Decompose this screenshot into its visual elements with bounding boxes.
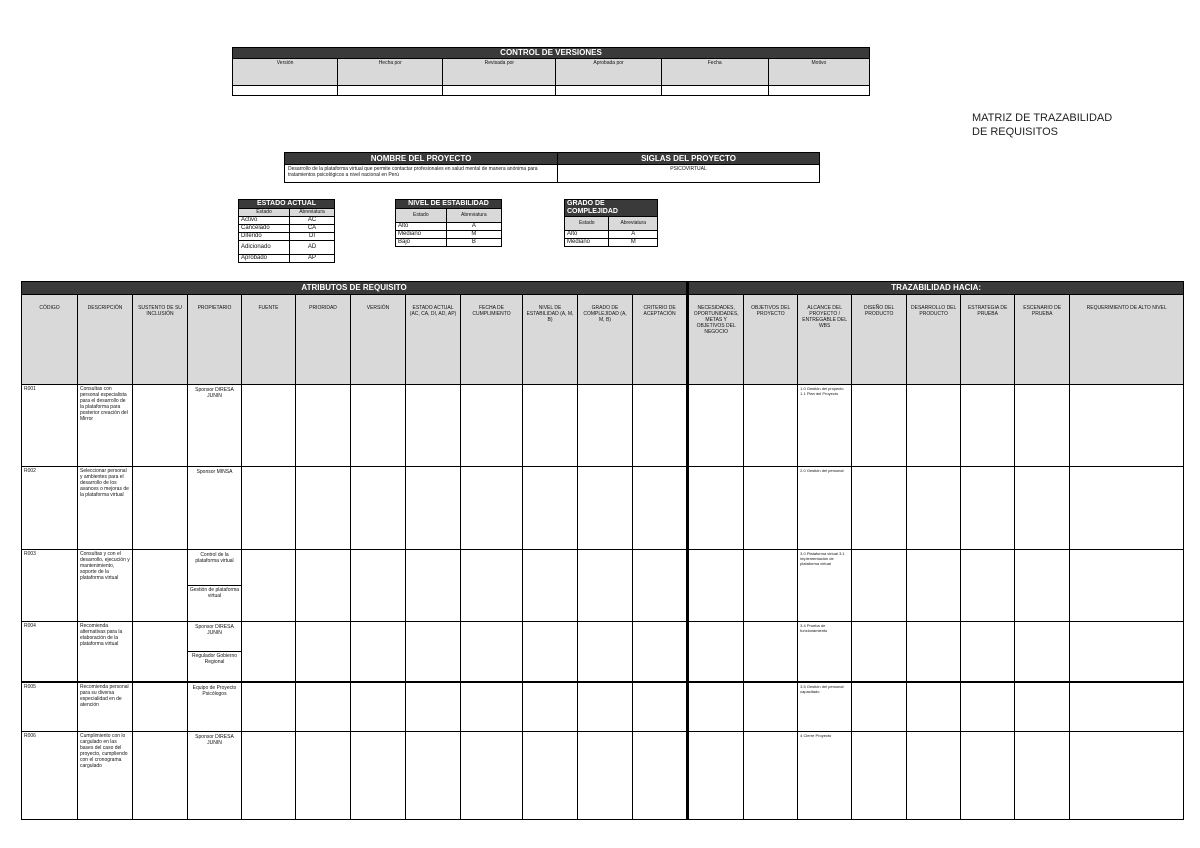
empty-cell <box>242 550 296 622</box>
empty-cell <box>523 732 578 820</box>
estado-row: Activo <box>239 217 290 225</box>
empty-cell <box>1070 682 1184 732</box>
empty-cell <box>351 732 406 820</box>
cell-descripcion: Consultas con personal especialista para el desarrollo de la plataforma para posterior creación del Mirror <box>78 385 133 467</box>
empty-cell <box>688 682 744 732</box>
grado-abbr: M <box>609 239 658 247</box>
propietario-entry: Sponsor DIRESA JUNIN <box>195 734 234 746</box>
empty-cell <box>1070 732 1184 820</box>
empty-cell <box>296 682 351 732</box>
nombre-proyecto-label: NOMBRE DEL PROYECTO <box>285 153 558 165</box>
empty-cell <box>242 467 296 550</box>
cell-alcance: 2.0 Gestión del personal <box>798 467 852 550</box>
empty-cell <box>578 550 633 622</box>
empty-cell <box>852 732 907 820</box>
cell-propietario <box>188 622 242 682</box>
col-codigo: CÓDIGO <box>22 295 78 385</box>
col-alcance: ALCANCE DEL PROYECTO / ENTREGABLE DEL WBS <box>798 295 852 385</box>
empty-cell <box>351 622 406 682</box>
empty-cell <box>296 622 351 682</box>
empty-cell <box>406 732 461 820</box>
empty-cell <box>961 467 1015 550</box>
empty-cell <box>242 732 296 820</box>
propietario-entry: Sponsor DIRESA JUNIN <box>188 623 241 652</box>
trazabilidad-band: TRAZABILIDAD HACIA: <box>688 282 1184 295</box>
empty-cell <box>296 550 351 622</box>
abreviatura-header: Abreviatura <box>290 209 335 217</box>
cell-codigo: R003 <box>22 550 78 622</box>
empty-cell <box>907 385 961 467</box>
estado-abbr: AC <box>290 217 335 225</box>
empty-cell <box>351 385 406 467</box>
nivel-row: Bajo <box>396 239 447 247</box>
empty-cell <box>578 622 633 682</box>
empty-cell <box>523 550 578 622</box>
nivel-abbr: B <box>446 239 501 247</box>
nivel-abbr: A <box>446 223 501 231</box>
cv-header-version: Versión <box>233 59 338 86</box>
table-row <box>22 732 1184 820</box>
cell-propietario <box>188 732 242 820</box>
empty-cell <box>406 622 461 682</box>
empty-cell <box>744 550 798 622</box>
col-descripcion: DESCRIPCIÓN <box>78 295 133 385</box>
empty-cell <box>1070 622 1184 682</box>
cell-codigo: R006 <box>22 732 78 820</box>
estado-actual-title: ESTADO ACTUAL <box>239 200 335 209</box>
cv-header-revisada: Revisada por <box>443 59 556 86</box>
cell-descripcion: Consultas y con el desarrollo, ejecución y mantenimiento, soporte de la plataforma virtual <box>78 550 133 622</box>
empty-cell <box>242 385 296 467</box>
estado-header: Estado <box>565 217 609 231</box>
cell-propietario <box>188 385 242 467</box>
col-sustento: SUSTENTO DE SU INCLUSIÓN <box>133 295 188 385</box>
empty-cell <box>907 467 961 550</box>
empty-cell <box>406 550 461 622</box>
empty-cell <box>852 550 907 622</box>
estado-abbr: DI <box>290 233 335 241</box>
cell-alcance: 1.0 Gestión del proyecto 1.1 Plan del Proyecto <box>798 385 852 467</box>
empty-cell <box>961 385 1015 467</box>
col-objetivos: OBJETIVOS DEL PROYECTO <box>744 295 798 385</box>
empty-cell <box>633 682 688 732</box>
estado-abbr: CA <box>290 225 335 233</box>
propietario-entry: Regulador Gobierno Regional <box>191 653 238 665</box>
empty-cell <box>523 622 578 682</box>
empty-cell <box>633 732 688 820</box>
cell-codigo: R001 <box>22 385 78 467</box>
nivel-abbr: M <box>446 231 501 239</box>
empty-cell <box>1015 385 1070 467</box>
empty-cell <box>461 622 523 682</box>
table-row <box>22 622 1184 682</box>
cv-header-fecha: Fecha <box>661 59 768 86</box>
empty-cell <box>296 732 351 820</box>
empty-cell <box>744 622 798 682</box>
empty-cell <box>852 682 907 732</box>
matriz-trazabilidad-table <box>21 281 1184 820</box>
empty-cell <box>351 550 406 622</box>
col-estrategia-prueba: ESTRATEGIA DE PRUEBA <box>961 295 1015 385</box>
empty-cell <box>461 550 523 622</box>
cell-descripcion: Recomienda personal para su diversa especialidad en de atención <box>78 682 133 732</box>
col-diseno: DISEÑO DEL PRODUCTO <box>852 295 907 385</box>
col-nivel-estabilidad: NIVEL DE ESTABILIDAD (A, M, B) <box>523 295 578 385</box>
table-row <box>22 467 1184 550</box>
estado-abbr: AP <box>290 255 335 263</box>
matriz-body <box>22 385 1184 820</box>
grado-complejidad-title: GRADO DE COMPLEJIDAD <box>565 200 658 217</box>
cell-descripcion: Cumplimiento con lo cargulado en las bases del caso del proyecto, cumpliendo con el cronograma cargulado <box>78 732 133 820</box>
col-criterio-aceptacion: CRITERIO DE ACEPTACIÓN <box>633 295 688 385</box>
propietario-entry: Gestión de plataforma virtual <box>189 587 240 599</box>
cell-descripcion: Seleccionar personal y ambientes para el desarrollo de los avances o mejoras de la plataforma virtual <box>78 467 133 550</box>
grado-row: Alto <box>565 231 609 239</box>
nombre-proyecto-value: Desarrollo de la plataforma virtual que permite contactar profesionales en salud mental de manera anónima para tratamientos psicológicos a nivel nacional en Perú <box>285 165 558 183</box>
empty-cell <box>523 467 578 550</box>
col-necesidades: NECESIDADES, OPORTUNIDADES, METAS Y OBJETIVOS DEL NEGOCIO <box>688 295 744 385</box>
cell-alcance: 3.0 Plataforma virtual 3.1 implementación de plataforma virtual <box>798 550 852 622</box>
empty-cell <box>633 385 688 467</box>
empty-cell <box>242 622 296 682</box>
nivel-estabilidad-table <box>395 199 502 247</box>
empty-cell <box>461 385 523 467</box>
abreviatura-header: Abreviatura <box>609 217 658 231</box>
empty-cell <box>461 682 523 732</box>
nivel-row: Alto <box>396 223 447 231</box>
empty-cell <box>461 732 523 820</box>
empty-cell <box>406 467 461 550</box>
col-propietario: PROPIETARIO <box>188 295 242 385</box>
empty-cell <box>578 385 633 467</box>
propietario-entry: Sponsor DIRESA JUNIN <box>195 387 234 399</box>
empty-cell <box>461 467 523 550</box>
empty-cell <box>1015 732 1070 820</box>
col-grado-complejidad: GRADO DE COMPLEJIDAD (A, M, B) <box>578 295 633 385</box>
col-fecha-cumplimiento: FECHA DE CUMPLIMIENTO <box>461 295 523 385</box>
empty-cell <box>961 732 1015 820</box>
empty-cell <box>1015 622 1070 682</box>
col-requerimiento-alto-nivel: REQUERIMIENTO DE ALTO NIVEL <box>1070 295 1184 385</box>
grado-complejidad-table <box>564 199 658 247</box>
empty-cell <box>1070 385 1184 467</box>
propietario-entry: Equipo de Proyecto Psicólogos <box>192 684 237 697</box>
siglas-proyecto-label: SIGLAS DEL PROYECTO <box>558 153 820 165</box>
cell-codigo: R002 <box>22 467 78 550</box>
empty-cell <box>133 550 188 622</box>
col-desarrollo: DESARROLLO DEL PRODUCTO <box>907 295 961 385</box>
cv-header-motivo: Motivo <box>768 59 869 86</box>
empty-cell <box>688 467 744 550</box>
cell-propietario <box>188 467 242 550</box>
empty-cell <box>961 622 1015 682</box>
empty-cell <box>1070 550 1184 622</box>
empty-cell <box>907 732 961 820</box>
empty-cell <box>907 550 961 622</box>
estado-row: Adicionado <box>239 241 290 255</box>
empty-cell <box>688 550 744 622</box>
empty-cell <box>688 622 744 682</box>
empty-cell <box>351 467 406 550</box>
cell-propietario <box>188 550 242 622</box>
cell-alcance: 4 Cierre Proyecto <box>798 732 852 820</box>
nivel-row: Mediano <box>396 231 447 239</box>
empty-cell <box>406 682 461 732</box>
empty-cell <box>961 550 1015 622</box>
estado-row: Aprobado <box>239 255 290 263</box>
empty-cell <box>688 385 744 467</box>
empty-cell <box>133 732 188 820</box>
atributos-band: ATRIBUTOS DE REQUISITO <box>22 282 688 295</box>
propietario-entry: Sponsor MINSA <box>196 469 233 475</box>
cell-alcance: 3.4 Prueba de funcionamiento <box>798 622 852 682</box>
cell-propietario <box>188 682 242 732</box>
empty-cell <box>242 682 296 732</box>
empty-cell <box>744 732 798 820</box>
empty-cell <box>633 622 688 682</box>
empty-cell <box>133 385 188 467</box>
empty-cell <box>907 682 961 732</box>
cell-codigo: R004 <box>22 622 78 682</box>
cv-header-hecha: Hecha por <box>338 59 443 86</box>
empty-cell <box>406 385 461 467</box>
empty-cell <box>852 385 907 467</box>
document-title: MATRIZ DE TRAZABILIDAD DE REQUISITOS <box>972 112 1113 138</box>
empty-cell <box>744 682 798 732</box>
col-estado-actual: ESTADO ACTUAL (AC, CA, DI, AD, AP) <box>406 295 461 385</box>
empty-cell <box>133 682 188 732</box>
proyecto-table <box>284 152 820 183</box>
nivel-estabilidad-title: NIVEL DE ESTABILIDAD <box>396 200 502 209</box>
empty-cell <box>633 550 688 622</box>
empty-cell <box>688 732 744 820</box>
empty-cell <box>133 467 188 550</box>
empty-cell <box>1015 467 1070 550</box>
empty-cell <box>351 682 406 732</box>
empty-cell <box>907 622 961 682</box>
empty-cell <box>852 467 907 550</box>
estado-header: Estado <box>239 209 290 217</box>
propietario-entry: Control de la plataforma virtual <box>188 551 241 586</box>
empty-cell <box>744 467 798 550</box>
col-escenario-prueba: ESCENARIO DE PRUEBA <box>1015 295 1070 385</box>
empty-cell <box>633 467 688 550</box>
empty-cell <box>1015 682 1070 732</box>
empty-cell <box>523 385 578 467</box>
grado-abbr: A <box>609 231 658 239</box>
column-header-row <box>22 295 1184 385</box>
table-row <box>22 550 1184 622</box>
empty-cell <box>961 682 1015 732</box>
control-versiones-title: CONTROL DE VERSIONES <box>233 48 870 59</box>
empty-cell <box>296 385 351 467</box>
empty-cell <box>1070 467 1184 550</box>
abreviatura-header: Abreviatura <box>446 209 501 223</box>
estado-row: Cancelado <box>239 225 290 233</box>
col-prioridad: PRIORIDAD <box>296 295 351 385</box>
cell-alcance: 3.5 Gestión del personal capacitado <box>798 682 852 732</box>
empty-cell <box>744 385 798 467</box>
siglas-proyecto-value: PSICOVIRTUAL <box>558 165 820 183</box>
control-versiones-table <box>232 47 870 96</box>
cv-header-aprobada: Aprobada por <box>556 59 661 86</box>
estado-abbr: AD <box>290 241 335 255</box>
empty-cell <box>578 682 633 732</box>
empty-cell <box>852 622 907 682</box>
table-row <box>22 682 1184 732</box>
empty-cell <box>523 682 578 732</box>
empty-cell <box>296 467 351 550</box>
estado-header: Estado <box>396 209 447 223</box>
cell-descripcion: Recomienda alternativas para la elaboración de la plataforma virtual <box>78 622 133 682</box>
table-row <box>22 385 1184 467</box>
estado-actual-table <box>238 199 335 263</box>
empty-cell <box>578 467 633 550</box>
empty-cell <box>133 622 188 682</box>
empty-cell <box>578 732 633 820</box>
col-fuente: FUENTE <box>242 295 296 385</box>
cell-codigo: R005 <box>22 682 78 732</box>
empty-cell <box>1015 550 1070 622</box>
grado-row: Mediano <box>565 239 609 247</box>
estado-row: Diferido <box>239 233 290 241</box>
col-version: VERSIÓN <box>351 295 406 385</box>
